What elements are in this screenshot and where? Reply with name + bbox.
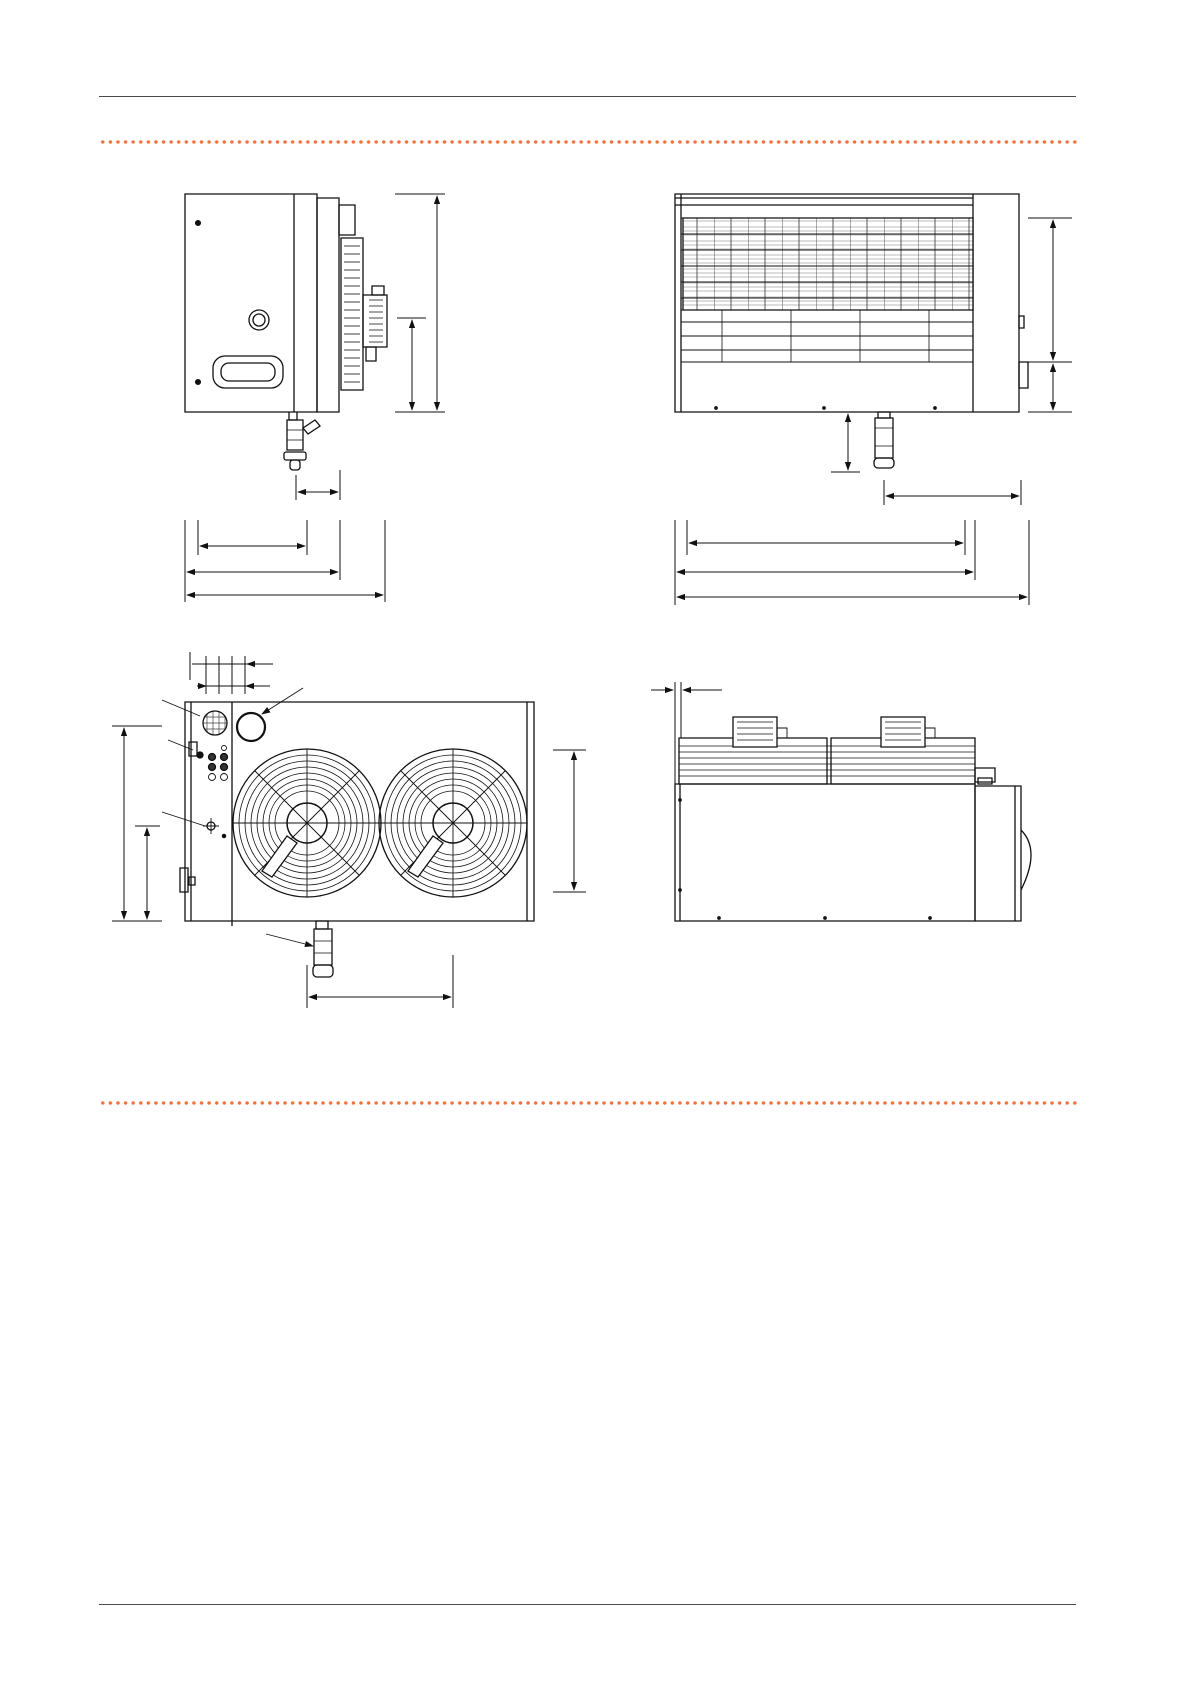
top-view-dimensions — [651, 682, 722, 784]
top-view-motor-1 — [733, 717, 777, 747]
front-view-drain — [875, 418, 893, 458]
rear-view — [112, 652, 586, 1008]
fan-2 — [379, 749, 527, 897]
front-view — [675, 194, 1072, 605]
side-view-drain — [287, 420, 303, 450]
top-view — [651, 682, 1031, 921]
rear-view-drain — [314, 929, 332, 965]
side-view-handle — [213, 356, 283, 388]
side-view — [185, 194, 445, 602]
side-view-dimensions — [185, 194, 445, 602]
side-view-motor — [363, 295, 387, 347]
side-view-sight-glass — [249, 310, 269, 330]
rear-view-port — [237, 713, 265, 741]
side-view-cabinet — [185, 194, 317, 412]
rear-view-grille — [203, 711, 227, 735]
side-view-coil-fins — [344, 246, 360, 382]
front-view-coil — [683, 218, 973, 310]
rear-view-cabinet — [185, 702, 534, 921]
top-view-cabinet — [675, 784, 975, 921]
top-view-motor-2 — [881, 717, 925, 747]
fan-1 — [233, 749, 381, 897]
